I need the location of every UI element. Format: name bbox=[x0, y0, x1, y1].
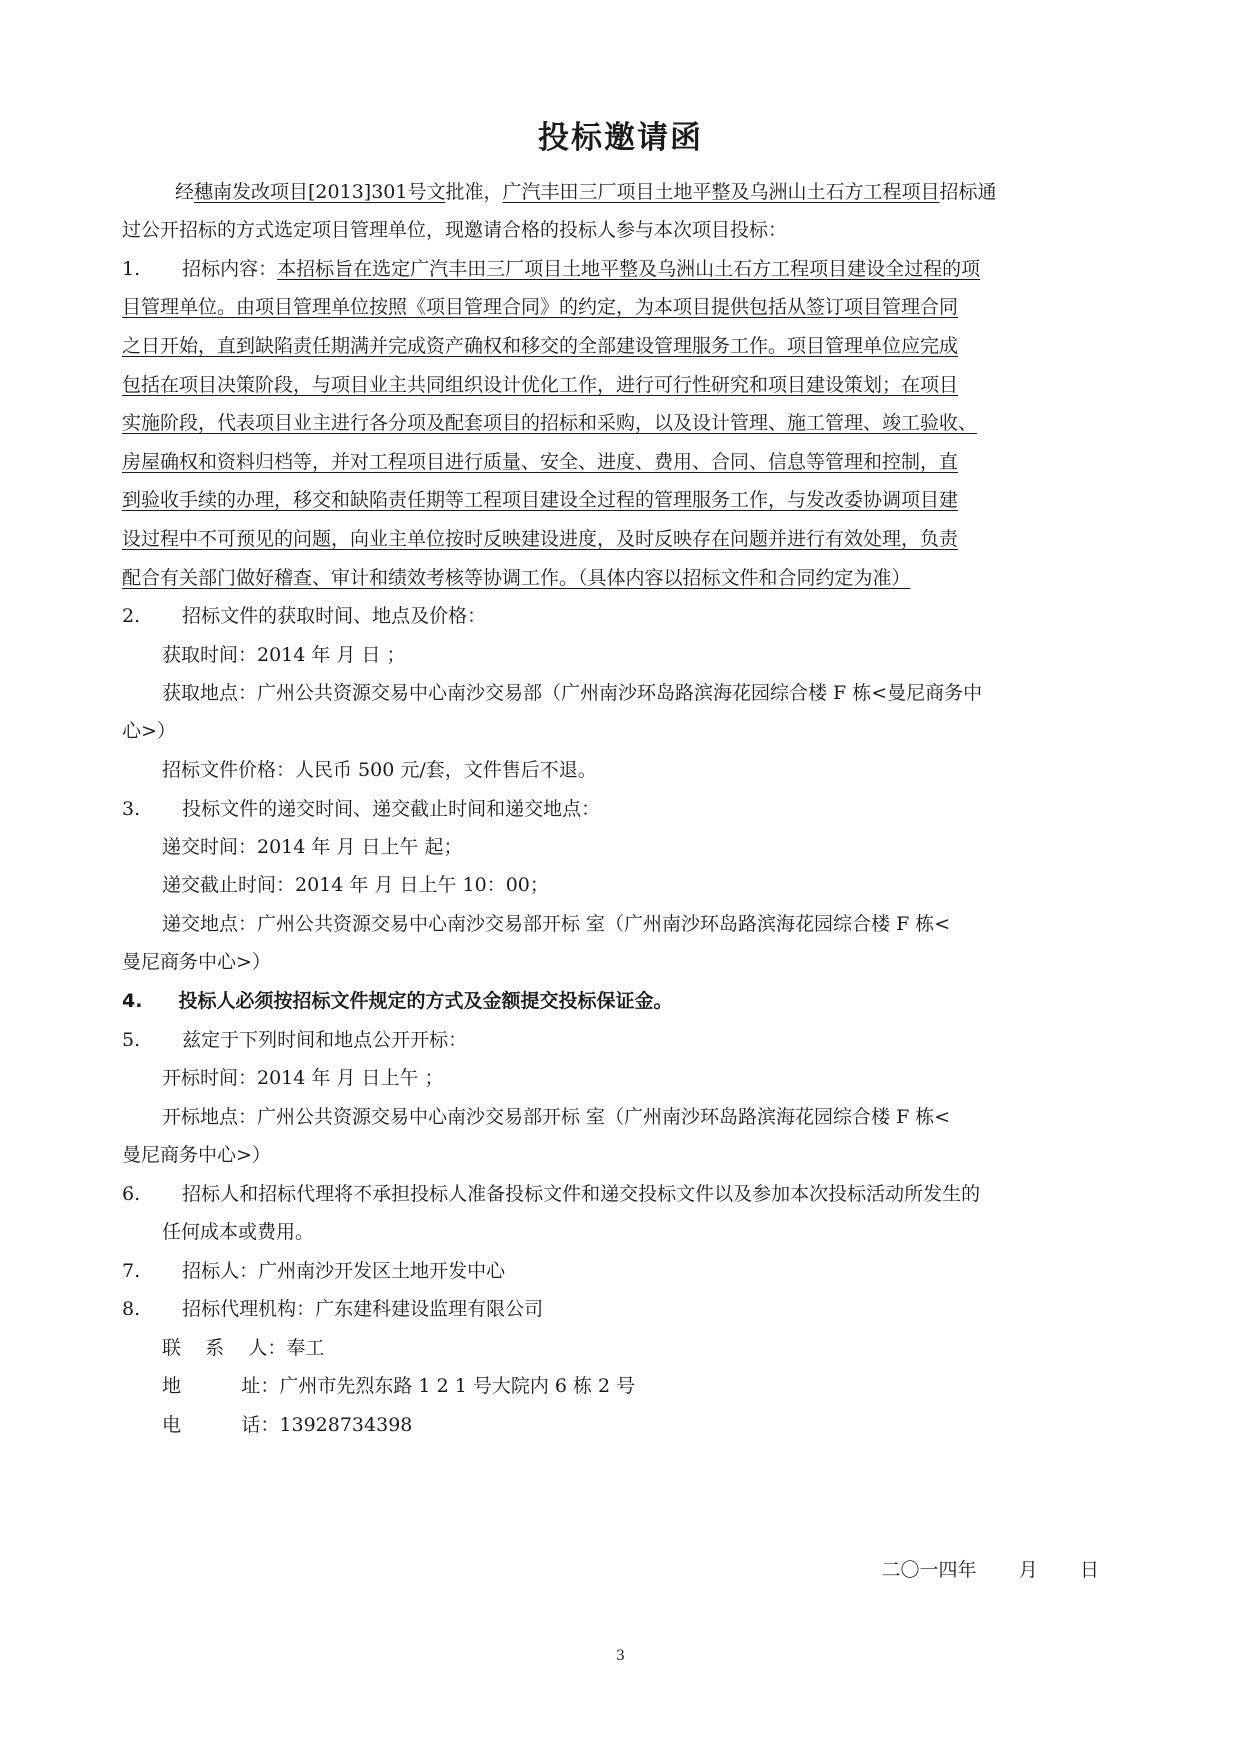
item-5-heading bbox=[122, 1027, 467, 1053]
item-heading: 投标文件的递交时间、递交截止时间和递交地点： bbox=[182, 798, 601, 820]
contact-person: 联 系 人：奉工 bbox=[162, 1337, 325, 1359]
item-2-heading bbox=[122, 603, 486, 629]
disclaimer-text: 招标人和招标代理将不承担投标人准备投标文件和递交投标文件以及参加本次投标活动所发生的 bbox=[182, 1183, 981, 1205]
item-number: 6. bbox=[122, 1183, 141, 1205]
item-number: 7. bbox=[122, 1260, 141, 1282]
agency-text: 招标代理机构：广东建科建设监理有限公司 bbox=[182, 1298, 544, 1320]
tender-content-line: 到验收手续的办理，移交和缺陷责任期等工程项目建设全过程的管理服务工作，与发改委协调项目建 bbox=[122, 489, 959, 511]
tender-content-line: 之日开始，直到缺陷责任期满并完成资产确权和移交的全部建设管理服务工作。项目管理单位应完成 bbox=[122, 335, 959, 357]
intro-text: 批准， bbox=[445, 181, 503, 203]
tender-content-line: 目管理单位。由项目管理单位按照《项目管理合同》的约定，为本项目提供包括从签订项目管理合同 bbox=[122, 296, 959, 318]
submit-place-cont: 曼尼商务中心>） bbox=[122, 951, 271, 973]
item-heading: 兹定于下列时间和地点公开开标： bbox=[182, 1029, 468, 1051]
intro-text: 经 bbox=[175, 181, 195, 203]
item-number: 4. bbox=[122, 990, 143, 1012]
document-price: 招标文件价格：人民币 500 元/套，文件售后不退。 bbox=[162, 759, 597, 781]
obtain-place: 获取地点：广州公共资源交易中心南沙交易部（广州南沙环岛路滨海花园综合楼 F 栋<曼尼商务中 bbox=[162, 682, 983, 704]
tender-content-line: 房屋确权和资料归档等，并对工程项目进行质量、安全、进度、费用、合同、信息等管理和控制，直 bbox=[122, 451, 959, 473]
tender-content-line: 包括在项目决策阶段，与项目业主共同组织设计优化工作，进行可行性研究和项目建设策划；在项目 bbox=[122, 374, 959, 396]
tender-content-line: 配合有关部门做好稽查、审计和绩效考核等协调工作。（具体内容以招标文件和合同约定为准） bbox=[122, 567, 911, 589]
tenderer-text: 招标人：广州南沙开发区土地开发中心 bbox=[182, 1260, 506, 1282]
approval-document-ref: 穗南发改项目[2013]301号文 bbox=[194, 181, 446, 203]
tender-content-line: 设过程中不可预见的问题，向业主单位按时反映建设进度，及时反映存在问题并进行有效处理，负责 bbox=[122, 528, 959, 550]
item-7-tenderer bbox=[122, 1258, 505, 1284]
intro-line-1 bbox=[175, 179, 997, 205]
obtain-time: 获取时间：2014 年 月 日 ； bbox=[162, 644, 406, 666]
page-title: 投标邀请函 bbox=[538, 120, 703, 156]
bid-bond-text: 投标人必须按招标文件规定的方式及金额提交投标保证金。 bbox=[178, 990, 673, 1012]
item-number: 5. bbox=[122, 1029, 141, 1051]
tender-content-text: 本招标旨在选定广汽丰田三厂项目土地平整及乌洲山土石方工程项目建设全过程的项 bbox=[277, 258, 981, 280]
phone: 电 话：13928734398 bbox=[162, 1414, 413, 1436]
item-number: 8. bbox=[122, 1298, 141, 1320]
item-1-first-line bbox=[122, 256, 980, 282]
tender-content-line: 实施阶段，代表项目业主进行各分项及配套项目的招标和采购，以及设计管理、施工管理、竣工验收、 bbox=[122, 412, 978, 434]
item-number: 2. bbox=[122, 605, 141, 627]
item-label: 招标内容： bbox=[182, 258, 278, 280]
obtain-place-cont: 心>） bbox=[122, 720, 176, 742]
opening-time: 开标时间：2014 年 月 日上午 ； bbox=[162, 1067, 444, 1089]
item-heading: 招标文件的获取时间、地点及价格： bbox=[182, 605, 487, 627]
item-6 bbox=[122, 1181, 980, 1207]
intro-text: 招标通 bbox=[939, 181, 997, 203]
item-4-bid-bond bbox=[122, 988, 672, 1014]
project-name: 广汽丰田三厂项目土地平整及乌洲山土石方工程项目 bbox=[502, 181, 940, 203]
document-date: 二〇一四年 月 日 bbox=[881, 1559, 1099, 1581]
item-8-agency bbox=[122, 1296, 543, 1322]
item-number: 3. bbox=[122, 798, 141, 820]
submit-place: 递交地点：广州公共资源交易中心南沙交易部开标 室（广州南沙环岛路滨海花园综合楼 F 栋< bbox=[162, 913, 951, 935]
opening-place: 开标地点：广州公共资源交易中心南沙交易部开标 室（广州南沙环岛路滨海花园综合楼 F 栋< bbox=[162, 1106, 951, 1128]
submit-deadline: 递交截止时间：2014 年 月 日上午 10：00； bbox=[162, 874, 549, 896]
address: 地 址：广州市先烈东路 1 2 1 号大院内 6 栋 2 号 bbox=[162, 1375, 636, 1397]
item-3-heading bbox=[122, 796, 600, 822]
page-number: 3 bbox=[616, 1648, 625, 1664]
opening-place-cont: 曼尼商务中心>） bbox=[122, 1144, 271, 1166]
submit-time: 递交时间：2014 年 月 日上午 起； bbox=[162, 836, 463, 858]
disclaimer-text-cont: 任何成本或费用。 bbox=[162, 1221, 315, 1243]
item-number: 1. bbox=[122, 258, 141, 280]
intro-line-2: 过公开招标的方式选定项目管理单位，现邀请合格的投标人参与本次项目投标： bbox=[122, 219, 788, 241]
